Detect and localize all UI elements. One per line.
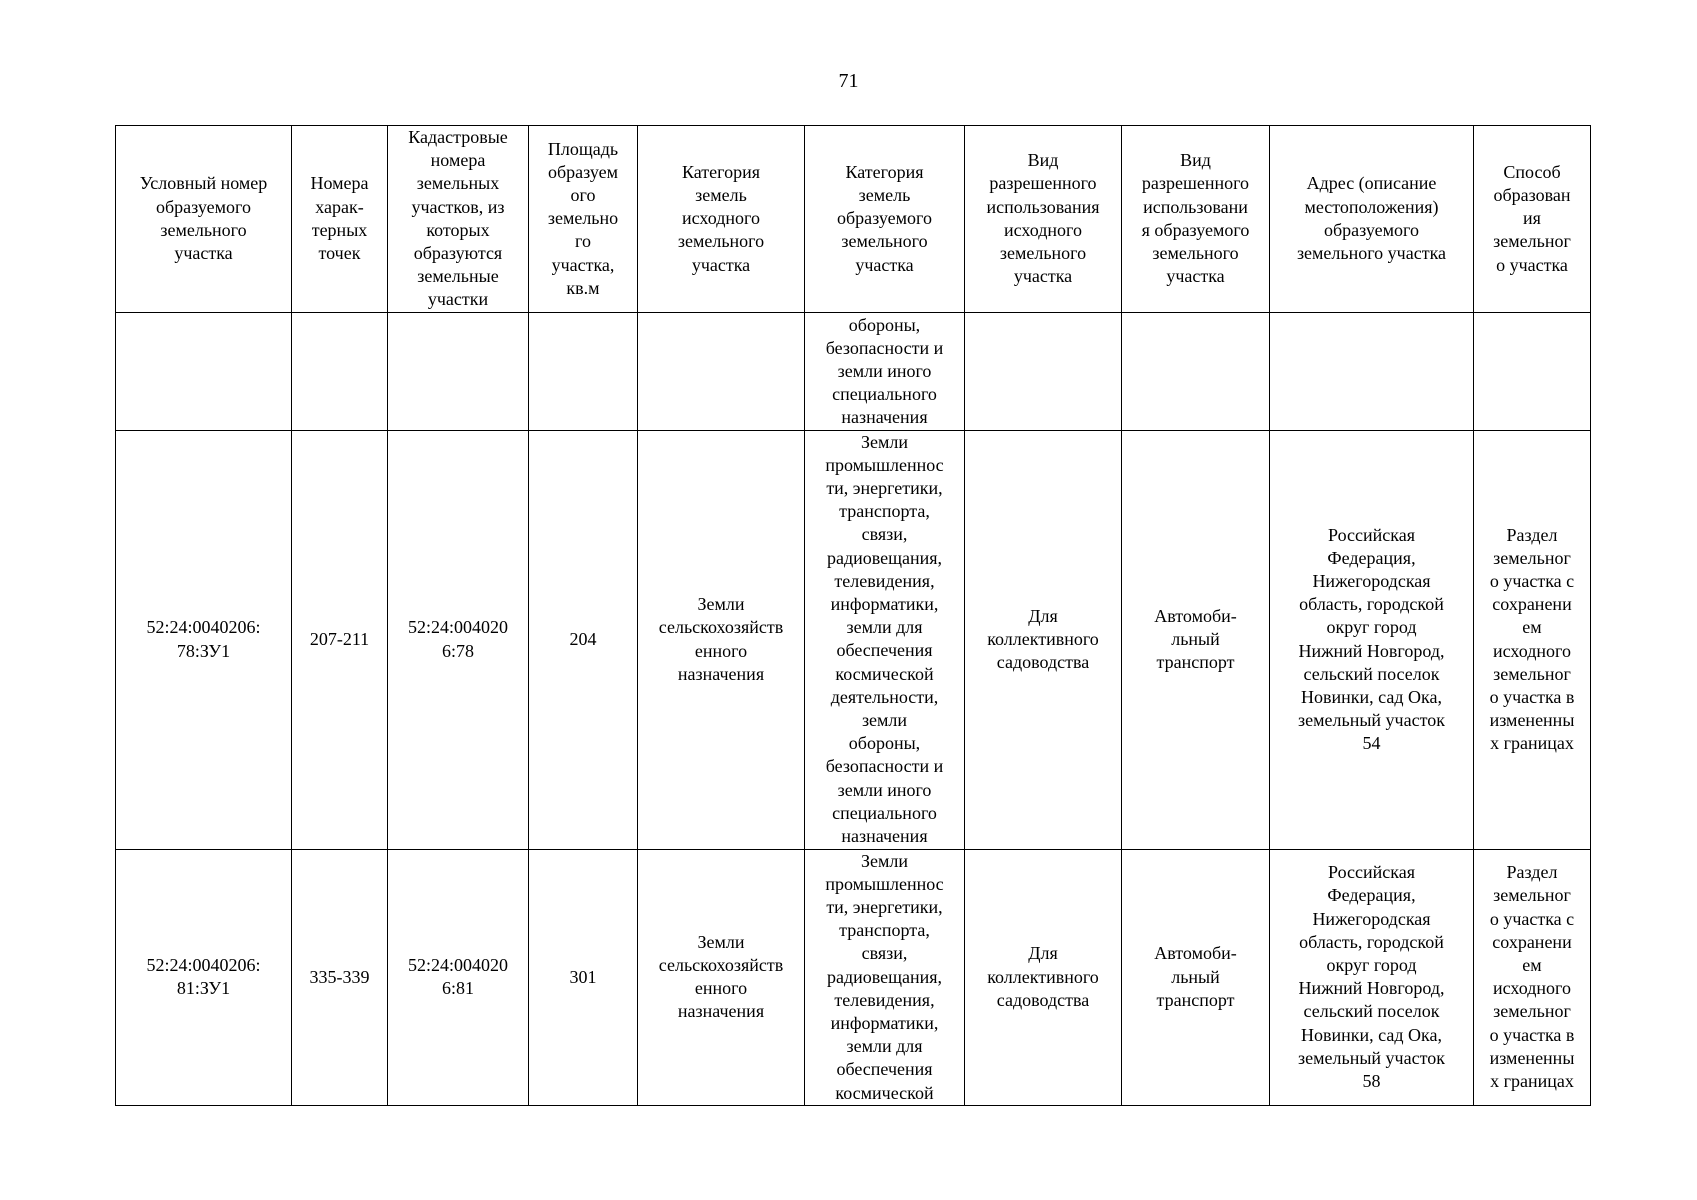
header-cadastral-numbers: Кадастровые номера земельных участков, из которых образуются земельные участки [388,126,529,313]
header-points: Номера харак- терных точек [292,126,388,313]
page-number: 71 [838,70,859,92]
cell-area: 204 [529,430,638,849]
header-plot-number: Условный номер образуемого земельного участка [116,126,292,313]
cell-empty [529,312,638,430]
cell-points: 207-211 [292,430,388,849]
cell-use-new: Автомоби- льный транспорт [1122,430,1270,849]
cell-plot-number: 52:24:0040206: 81:ЗУ1 [116,849,292,1105]
cell-empty [1122,312,1270,430]
header-category-source: Категория земель исходного земельного участка [638,126,805,313]
cell-use-new: Автомоби- льный транспорт [1122,849,1270,1105]
cell-area: 301 [529,849,638,1105]
land-plots-table [115,125,1591,1106]
table-row-continuation [116,312,1591,430]
cell-category-source: Земли сельскохозяйств енного назначения [638,849,805,1105]
cell-formation-method: Раздел земельног о участка с сохранени ем исходного земельног о участка в измененны х границах [1474,430,1591,849]
cell-empty [1270,312,1474,430]
header-address: Адрес (описание местоположения) образуемого земельного участка [1270,126,1474,313]
header-use-new: Вид разрешенного использовани я образуемого земельного участка [1122,126,1270,313]
cell-points: 335-339 [292,849,388,1105]
header-category-new: Категория земель образуемого земельного участка [805,126,965,313]
table-row [116,430,1591,849]
cell-plot-number: 52:24:0040206: 78:ЗУ1 [116,430,292,849]
cell-empty [292,312,388,430]
cell-category-new: Земли промышленнос ти, энергетики, транспорта, связи, радиовещания, телевидения, информатики, земли для обеспечения космической деятельности, земли обороны, безопасности и земли иного специального назначения [805,430,965,849]
header-row [116,126,1591,313]
cell-address: Российская Федерация, Нижегородская область, городской округ город Нижний Новгород, сельский поселок Новинки, сад Ока, земельный участок 58 [1270,849,1474,1105]
cell-category-source: Земли сельскохозяйств енного назначения [638,430,805,849]
header-area: Площадь образуем ого земельно го участка, кв.м [529,126,638,313]
cell-use-source: Для коллективного садоводства [965,430,1122,849]
header-formation-method: Способ образован ия земельног о участка [1474,126,1591,313]
cell-empty [116,312,292,430]
cell-cadastral: 52:24:004020 6:78 [388,430,529,849]
cell-empty [638,312,805,430]
cell-use-source: Для коллективного садоводства [965,849,1122,1105]
cell-category-new: обороны, безопасности и земли иного специального назначения [805,312,965,430]
cell-empty [388,312,529,430]
cell-empty [1474,312,1591,430]
header-use-source: Вид разрешенного использования исходного земельного участка [965,126,1122,313]
cell-formation-method: Раздел земельног о участка с сохранени ем исходного земельног о участка в измененны х границах [1474,849,1591,1105]
cell-address: Российская Федерация, Нижегородская область, городской округ город Нижний Новгород, сельский поселок Новинки, сад Ока, земельный участок 54 [1270,430,1474,849]
cell-cadastral: 52:24:004020 6:81 [388,849,529,1105]
cell-empty [965,312,1122,430]
table-row [116,849,1591,1105]
cell-category-new: Земли промышленнос ти, энергетики, транспорта, связи, радиовещания, телевидения, информатики, земли для обеспечения космической [805,849,965,1105]
table-header [116,126,1591,313]
